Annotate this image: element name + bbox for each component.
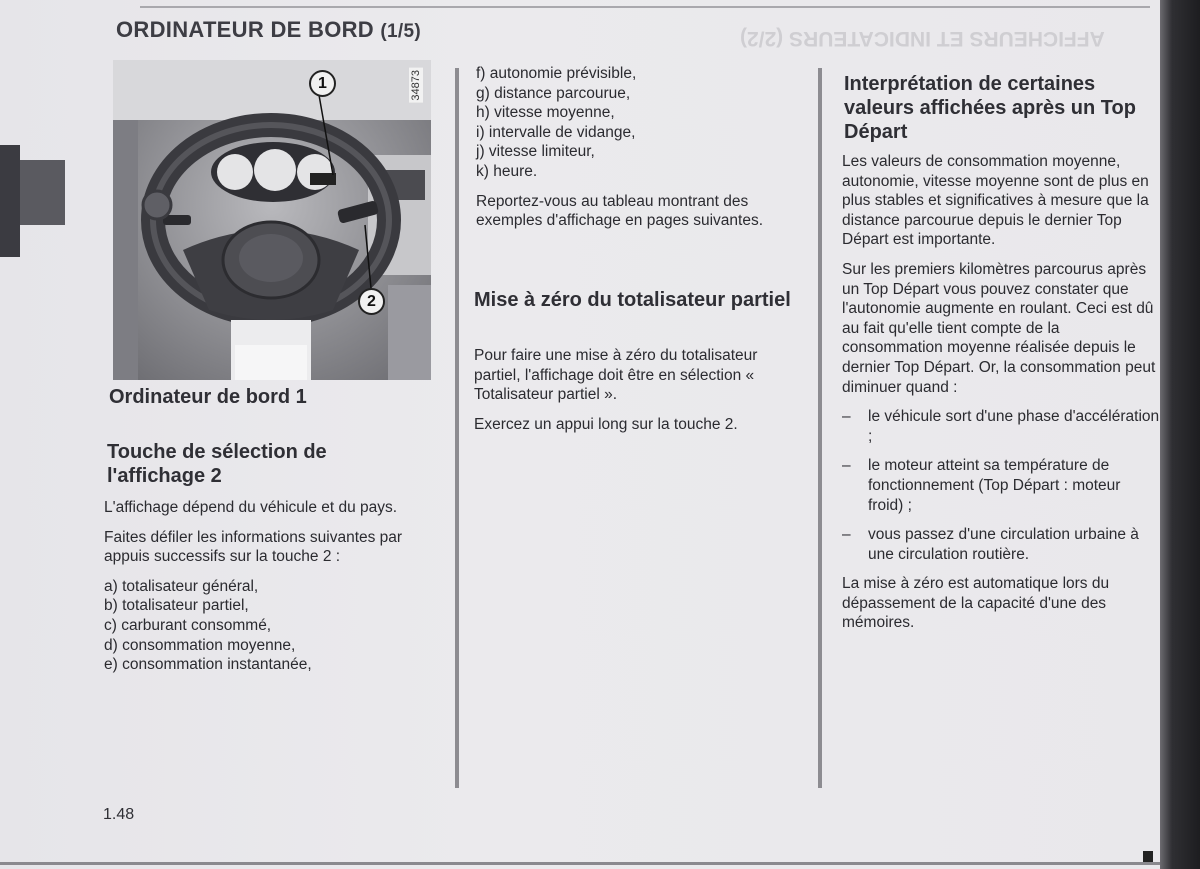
column-2-list [476, 64, 800, 241]
paragraph: Faites défiler les informations suivantes par appuis successifs sur la touche 2 : [104, 528, 403, 566]
bullet-text: le moteur atteint sa température de fonctionnement (Top Départ : moteur froid) ; [868, 457, 1121, 514]
bullet-text: vous passez d'une circulation urbaine à une circulation routière. [868, 526, 1139, 563]
paragraph: Sur les premiers kilomètres parcourus après un Top Départ vous pouvez constater que l'autonomie augmente en roulant. Ceci est dû au fait qu'elle tient compte de la consommation moyenne réalisée depuis le dernier Top Départ. Or, la consommation peut diminuer quand : [842, 260, 1156, 396]
page-edge [1160, 0, 1200, 869]
info-list [104, 577, 430, 675]
paragraph: Reportez-vous au tableau montrant des exemples d'affichage en pages suivantes. [476, 192, 764, 230]
figure-number: 34873 [410, 70, 422, 101]
paragraph: L'affichage dépend du véhicule et du pays. [104, 499, 398, 516]
bullet-item [842, 525, 1160, 564]
bullet-dash: – [842, 457, 851, 475]
list-item: e) consommation instantanée, [104, 656, 312, 674]
column-divider [818, 68, 822, 788]
paragraph: Pour faire une mise à zéro du totalisateur partiel, l'affichage doit être en sélection « Totalisateur partiel ». [474, 347, 758, 404]
list-item: k) heure. [476, 162, 538, 180]
callout-1: 1 [309, 70, 336, 97]
column-1-text [104, 498, 430, 675]
paragraph: Les valeurs de consommation moyenne, autonomie, vitesse moyenne sont de plus en plus stables et significatives à mesure que la distance parcourue depuis le dernier Top Départ est importante. [842, 153, 1149, 249]
bullet-text: le véhicule sort d'une phase d'accélération ; [868, 408, 1160, 445]
page-title-suffix: (1/5) [380, 21, 421, 42]
page-title-main: ORDINATEUR DE BORD [116, 17, 374, 42]
list-item: g) distance parcourue, [476, 84, 631, 102]
page-title [116, 17, 421, 43]
dashboard-photo [113, 60, 431, 380]
section-heading-trip-reset: Mise à zéro du totalisateur partiel [474, 289, 791, 311]
column-divider [455, 68, 459, 788]
callout-2: 2 [358, 288, 385, 315]
chapter-tab-shadow [20, 160, 65, 225]
bleed-through-title: AFFICHEURS ET INDICATEURS (2/2) [740, 27, 1105, 50]
top-rule [140, 6, 1150, 8]
page-number: 1.48 [103, 806, 135, 823]
list-item: d) consommation moyenne, [104, 636, 296, 654]
section-heading-selection-key: Touche de sélection de l'affichage 2 [107, 441, 327, 487]
chapter-tab [0, 145, 20, 257]
section-heading-interpretation: Interprétation de certaines valeurs affichées après un Top Départ [844, 73, 1136, 143]
list-item: h) vitesse moyenne, [476, 104, 615, 122]
bullet-dash: – [842, 408, 851, 426]
column-3-text [842, 152, 1160, 643]
list-item: c) carburant consommé, [104, 616, 272, 634]
paragraph: La mise à zéro est automatique lors du dépassement de la capacité d'une des mémoires. [842, 575, 1110, 632]
bottom-rule [0, 862, 1160, 865]
list-item: i) intervalle de vidange, [476, 123, 636, 141]
figure-caption: Ordinateur de bord 1 [109, 386, 307, 408]
list-item: f) autonomie prévisible, [476, 65, 637, 82]
bullet-item [842, 456, 1160, 515]
bullet-item [842, 407, 1160, 446]
list-item: a) totalisateur général, [104, 577, 259, 595]
bullet-dash: – [842, 526, 851, 544]
list-item: j) vitesse limiteur, [476, 143, 595, 161]
list-item: b) totalisateur partiel, [104, 597, 249, 615]
column-2-text [474, 346, 796, 444]
steering-wheel-illustration [113, 60, 431, 380]
paragraph: Exercez un appui long sur la touche 2. [474, 415, 738, 433]
